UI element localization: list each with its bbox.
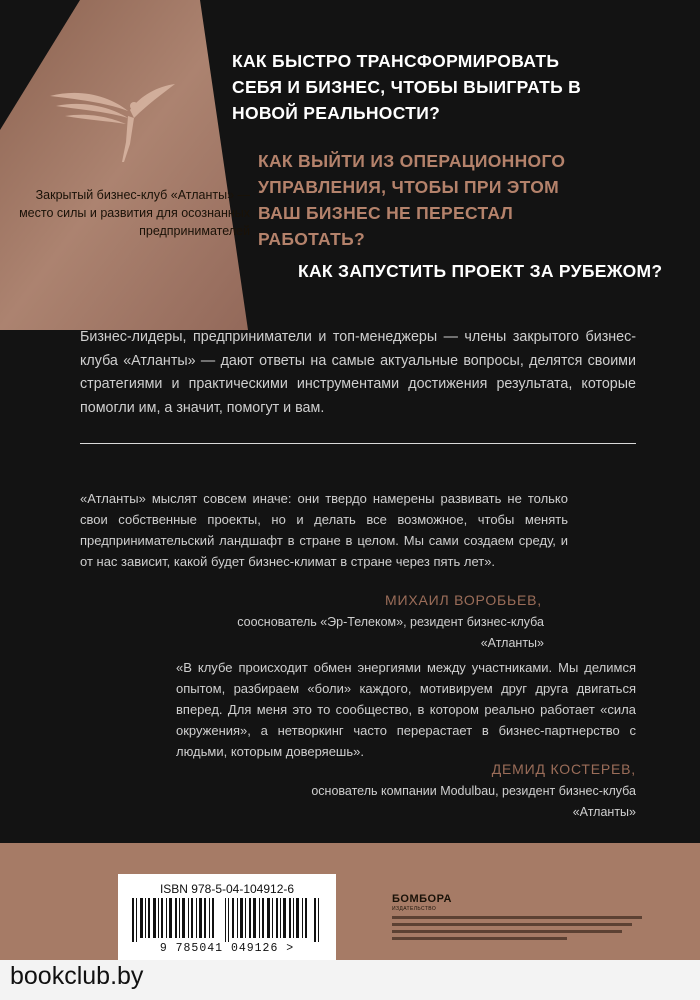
intro-paragraph: Бизнес-лидеры, предприниматели и топ-менеджеры — члены закрытого бизнес-клуба «Атланты» — дают ответы на самые актуальные вопросы, делятся своими стратегиями и практическими инструментами достижения результата, которые помогли им, а значит, помогут и вам. — [80, 329, 636, 416]
barcode — [118, 874, 336, 960]
quote-author-role: основатель компании Modulbau, резидент бизнес-клуба «Атланты» — [311, 784, 636, 819]
question-abroad: КАК ЗАПУСТИТЬ ПРОЕКТ ЗА РУБЕЖОМ? — [298, 261, 663, 281]
question-transform: КАК БЫСТРО ТРАНСФОРМИРОВАТЬ СЕБЯ И БИЗНЕС, ЧТОБЫ ВЫИГРАТЬ В НОВОЙ РЕАЛЬНОСТИ? — [232, 51, 582, 123]
question-operations: КАК ВЫЙТИ ИЗ ОПЕРАЦИОННОГО УПРАВЛЕНИЯ, ЧТОБЫ ПРИ ЭТОМ ВАШ БИЗНЕС НЕ ПЕРЕСТАЛ РАБОТАТЬ? — [258, 151, 566, 249]
isbn-label: ISBN 978-5-04-104912-6 — [159, 882, 295, 896]
winged-figure-logo-icon — [30, 66, 180, 166]
publisher-fine-print — [392, 916, 642, 944]
club-description: Закрытый бизнес-клуб «Атланты» — место силы и развития для осознанных предпринимателей — [19, 188, 250, 238]
quote-author: ДЕМИД КОСТЕРЕВ, — [491, 761, 636, 777]
barcode-bars — [132, 898, 322, 942]
publisher-logo — [392, 893, 452, 912]
quote-text: «Атланты» мыслят совсем иначе: они твердо намерены развивать не только свои собственные проекты, но и делать все возможное, чтобы менять предпринимательский ландшафт в стране в целом. Мы сами создаем среду, и от нас зависит, какой будет бизнес-климат в стране через пять лет». — [80, 491, 568, 569]
quote-author-role: сооснователь «Эр-Телеком», резидент бизнес-клуба «Атланты» — [237, 615, 544, 650]
divider — [80, 443, 636, 444]
site-watermark: bookclub.by — [10, 962, 144, 990]
publisher-subtitle: ИЗДАТЕЛЬСТВО — [392, 906, 437, 912]
publisher-name: БОМБОРА — [392, 893, 452, 905]
barcode-digits: 9 785041 049126 > — [159, 942, 295, 955]
quote-author: МИХАИЛ ВОРОБЬЕВ, — [385, 592, 542, 608]
quote-text: «В клубе происходит обмен энергиями между участниками. Мы делимся опытом, разбираем «боли» каждого, мотивируем друг друга двигаться вперед. Для меня это то сообщество, в котором реально работает «сила окружения», а нетворкинг часто перерастает в бизнес-партнерство с людьми, которым доверяешь». — [176, 660, 636, 759]
